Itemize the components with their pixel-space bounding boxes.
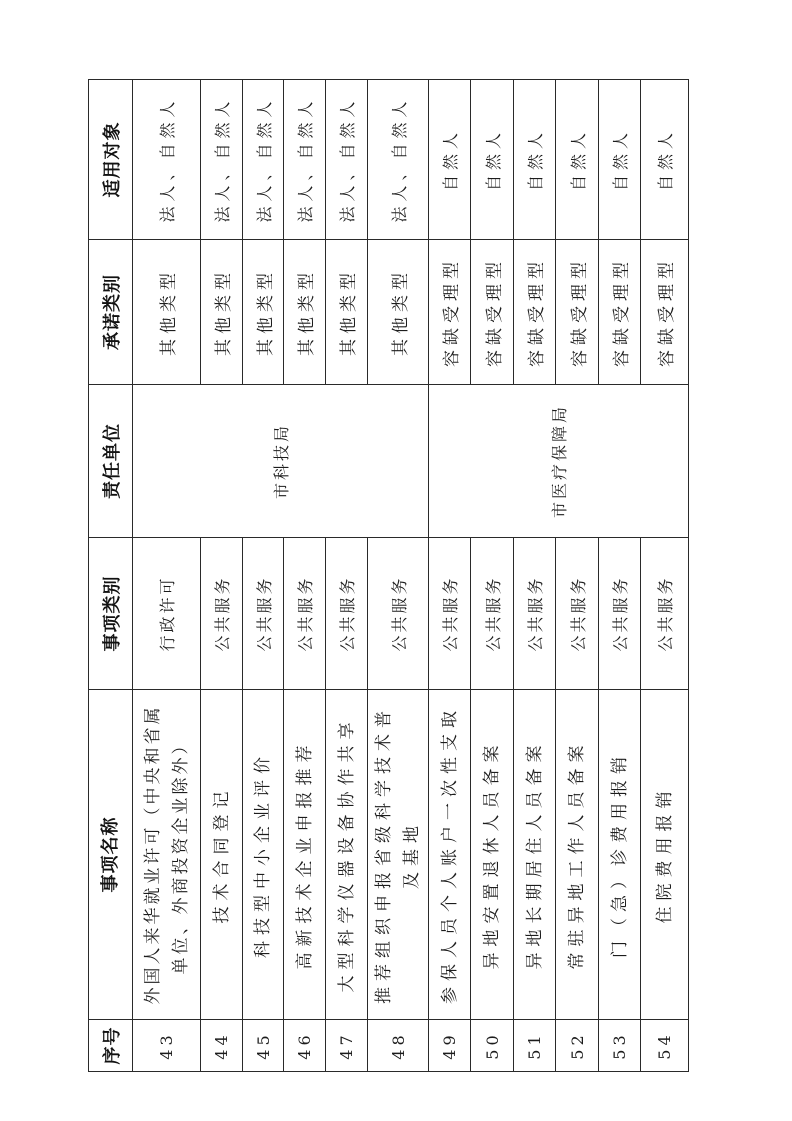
table-frame [87, 79, 689, 1073]
item-name-text: 住院费用报销 [654, 785, 675, 924]
commitment-type: 其他类型 [326, 240, 368, 385]
item-name [556, 690, 599, 1020]
item-name [429, 690, 471, 1020]
item-name [641, 690, 689, 1020]
item-category: 公共服务 [284, 538, 326, 690]
applicable-target: 自然人 [514, 80, 556, 240]
commitment-type: 其他类型 [368, 240, 429, 385]
header-item-category: 事项类别 [89, 538, 133, 690]
item-name-text: 高新技术企业申报推荐 [294, 739, 315, 970]
table-row [514, 80, 556, 1072]
header-applicable-target: 适用对象 [89, 80, 133, 240]
item-category: 公共服务 [471, 538, 514, 690]
responsible-unit: 市医疗保障局 [429, 385, 689, 538]
item-category: 公共服务 [514, 538, 556, 690]
item-number: 46 [284, 1020, 326, 1072]
commitment-type: 容缺受理型 [471, 240, 514, 385]
commitment-type: 其他类型 [243, 240, 284, 385]
item-category: 公共服务 [641, 538, 689, 690]
applicable-target: 法人、自然人 [201, 80, 243, 240]
item-name [243, 690, 284, 1020]
item-number: 47 [326, 1020, 368, 1072]
header-responsible-unit: 责任单位 [89, 385, 133, 538]
applicable-target: 自然人 [429, 80, 471, 240]
item-category: 公共服务 [368, 538, 429, 690]
item-category: 公共服务 [429, 538, 471, 690]
table-row [326, 80, 368, 1072]
table-row [599, 80, 641, 1072]
item-number: 51 [514, 1020, 556, 1072]
commitment-type: 其他类型 [201, 240, 243, 385]
rotated-table-container [88, 80, 688, 1072]
item-name-text: 异地长期居住人员备案 [524, 739, 545, 970]
applicable-target: 自然人 [599, 80, 641, 240]
item-category: 行政许可 [133, 538, 201, 690]
applicable-target: 法人、自然人 [368, 80, 429, 240]
table-row [368, 80, 429, 1072]
item-number: 48 [368, 1020, 429, 1072]
item-number: 53 [599, 1020, 641, 1072]
item-name [133, 690, 201, 1020]
header-item-name: 事项名称 [89, 690, 133, 1020]
commitment-type: 容缺受理型 [429, 240, 471, 385]
service-items-table [88, 79, 689, 1072]
item-category: 公共服务 [599, 538, 641, 690]
item-number: 54 [641, 1020, 689, 1072]
table-row [201, 80, 243, 1072]
item-category: 公共服务 [556, 538, 599, 690]
item-number: 49 [429, 1020, 471, 1072]
item-number: 43 [133, 1020, 201, 1072]
commitment-type: 其他类型 [284, 240, 326, 385]
commitment-type: 其他类型 [133, 240, 201, 385]
applicable-target: 法人、自然人 [284, 80, 326, 240]
item-name-text: 参保人员个人账户一次性支取 [439, 705, 460, 1004]
applicable-target: 法人、自然人 [326, 80, 368, 240]
header-number: 序号 [89, 1020, 133, 1072]
commitment-type: 容缺受理型 [514, 240, 556, 385]
item-name-text: 大型科学仪器设备协作共享 [336, 716, 357, 993]
item-number: 52 [556, 1020, 599, 1072]
table-row [284, 80, 326, 1072]
item-name-text: 外国人来华就业许可（中央和省属单位、外商投资企业除外） [142, 704, 191, 1005]
item-number: 44 [201, 1020, 243, 1072]
item-category: 公共服务 [243, 538, 284, 690]
table-header-row [89, 80, 133, 1072]
item-number: 50 [471, 1020, 514, 1072]
table-row [243, 80, 284, 1072]
item-name [368, 690, 429, 1020]
commitment-type: 容缺受理型 [556, 240, 599, 385]
commitment-type: 容缺受理型 [641, 240, 689, 385]
item-name-text: 推荐组织申报省级科学技术普及基地 [374, 705, 422, 1004]
responsible-unit: 市科技局 [133, 385, 429, 538]
item-name [514, 690, 556, 1020]
table-row [429, 80, 471, 1072]
item-name-text: 技术合同登记 [211, 785, 232, 924]
item-name-text: 门（急）诊费用报销 [609, 751, 630, 958]
item-number: 45 [243, 1020, 284, 1072]
header-commitment-type: 承诺类别 [89, 240, 133, 385]
item-name [599, 690, 641, 1020]
item-category: 公共服务 [326, 538, 368, 690]
applicable-target: 法人、自然人 [133, 80, 201, 240]
item-name [201, 690, 243, 1020]
commitment-type: 容缺受理型 [599, 240, 641, 385]
table-row [641, 80, 689, 1072]
item-name-text: 科技型中小企业评价 [253, 751, 273, 958]
table-row [556, 80, 599, 1072]
item-name-text: 异地安置退休人员备案 [482, 739, 502, 970]
applicable-target: 自然人 [641, 80, 689, 240]
item-name [284, 690, 326, 1020]
applicable-target: 自然人 [471, 80, 514, 240]
applicable-target: 法人、自然人 [243, 80, 284, 240]
item-name-text: 常驻异地工作人员备案 [567, 739, 587, 970]
table-row [133, 80, 201, 1072]
table-row [471, 80, 514, 1072]
item-category: 公共服务 [201, 538, 243, 690]
item-name [326, 690, 368, 1020]
applicable-target: 自然人 [556, 80, 599, 240]
item-name [471, 690, 514, 1020]
